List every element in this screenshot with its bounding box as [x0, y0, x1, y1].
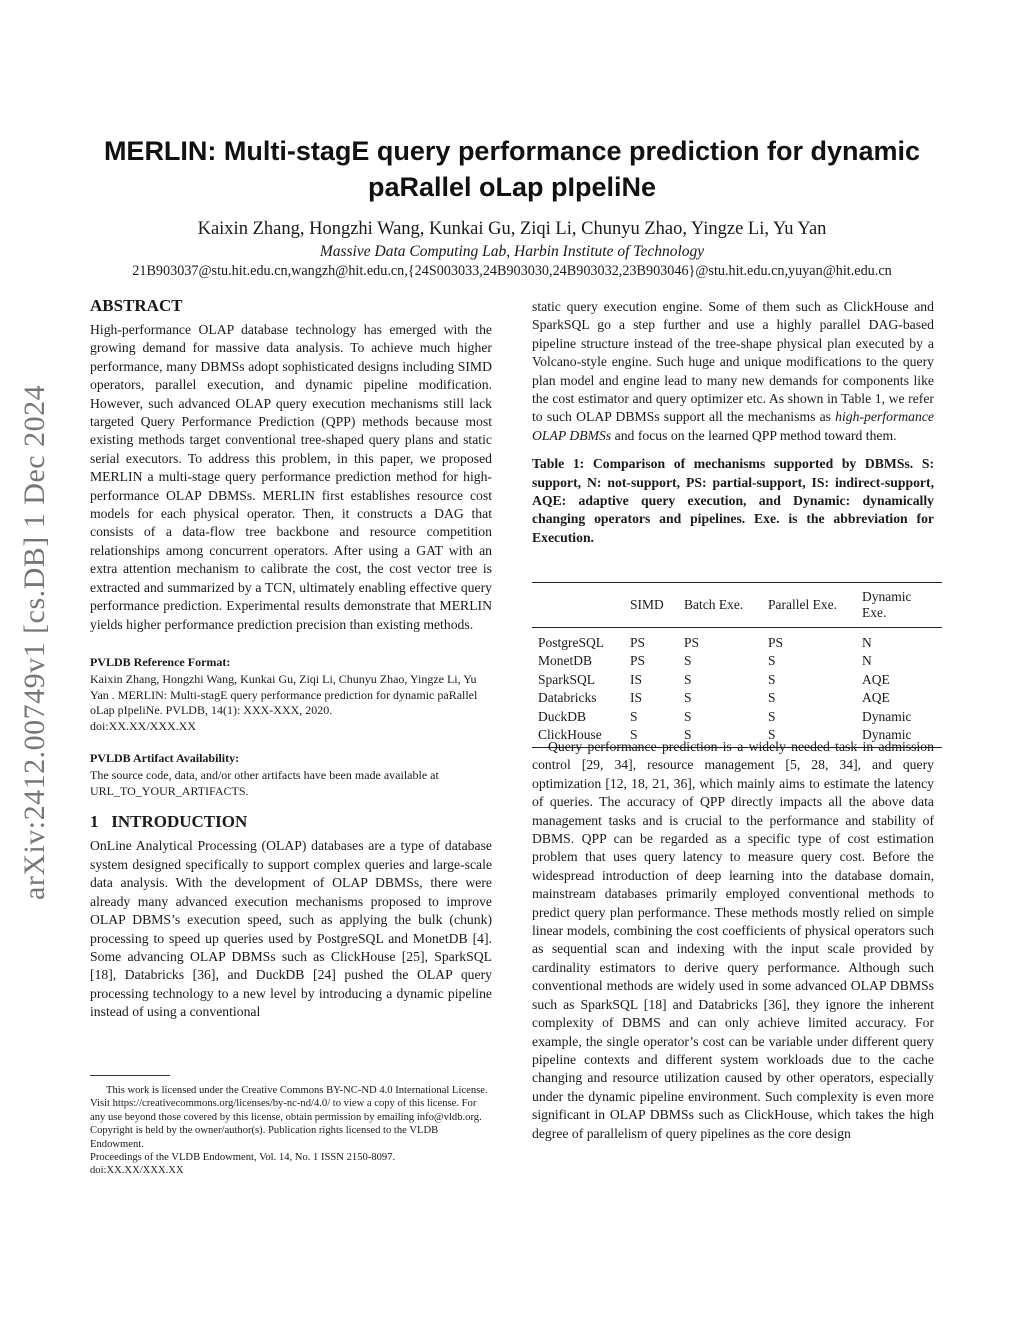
table-cell: S	[624, 726, 678, 748]
right-text-a: static query execution engine. Some of them such as ClickHouse and SparkSQL go a step further and use a highly parallel DAG-based pipeline structure instead of the tree-shape physical plan executed by a Volcano-style engine. Such huge and unique modifications to the query plan model and engine lead to many new demands for components like the cost estimator and query optimizer etc. As shown in Table 1, we refer to such OLAP DBMSs support all the mechanisms as	[532, 299, 934, 425]
table-row	[532, 708, 942, 726]
table-cell: MonetDB	[538, 653, 592, 669]
right-intro-continued	[532, 298, 934, 445]
author-emails: 21B903037@stu.hit.edu.cn,wangzh@hit.edu.cn,{24S003033,24B903030,24B903032,23B903046}@stu.hit.edu.cn,yuyan@hit.edu.cn	[132, 263, 892, 279]
footnote-divider	[90, 1075, 170, 1076]
table-cell: S	[678, 726, 762, 748]
table-cell: IS	[630, 690, 643, 706]
table-cell: IS	[630, 671, 643, 687]
table-cell: S	[768, 653, 776, 669]
table-1	[532, 582, 942, 748]
table-cell: Dynamic	[862, 708, 912, 724]
table-cell: S	[684, 653, 692, 669]
table-row	[532, 689, 942, 707]
right-text-emphasis: high-performance OLAP DBMSs	[532, 409, 934, 443]
proceedings-text: Proceedings of the VLDB Endowment, Vol. 14, No. 1 ISSN 2150-8097.	[90, 1152, 396, 1164]
table-cell: PS	[768, 635, 784, 650]
table-cell: AQE	[862, 671, 890, 687]
title-line-1: MERLIN: Multi-stagE query performance prediction for dynamic	[103, 136, 921, 166]
table-cell: DuckDB	[538, 708, 586, 724]
introduction-text: OnLine Analytical Processing (OLAP) databases are a type of database system designed specifically to support complex queries and large-scale data analysis. With the development of OLAP DBMSs, there were already many advanced execution mechanisms proposed to improve OLAP DBMS’s execution speed, such as applying the bulk (chunk) processing to speed up queries used by PostgreSQL and MonetDB [4]. Some advancing OLAP DBMSs such as ClickHouse [25], SparkSQL [18], Databricks [36], and DuckDB [24] pushed the OLAP query processing technology to a new level by introducing a dynamic pipeline instead of using a conventional	[90, 838, 492, 1020]
right-column	[532, 298, 934, 547]
right-text-b: and focus on the learned QPP method toward them.	[614, 427, 897, 443]
table-cell: AQE	[862, 690, 890, 706]
left-column	[90, 295, 492, 1022]
table-header-cell	[532, 583, 624, 628]
table-row	[532, 671, 942, 689]
comparison-table	[532, 582, 942, 748]
table-cell: PS	[630, 635, 646, 650]
author-list: Kaixin Zhang, Hongzhi Wang, Kunkai Gu, Ziqi Li, Chunyu Zhao, Yingze Li, Yu Yan	[197, 219, 827, 239]
table-cell: S	[768, 671, 776, 687]
table-cell: SparkSQL	[538, 671, 595, 687]
license-footnote	[90, 1075, 492, 1178]
table-cell: Dynamic	[856, 726, 942, 748]
right-column-lower	[532, 738, 934, 1143]
introduction-heading: 1 INTRODUCTION	[90, 812, 248, 832]
reference-format-heading: PVLDB Reference Format:	[90, 654, 231, 669]
footnote-doi: doi:XX.XX/XXX.XX	[90, 1165, 184, 1177]
table-cell: S	[684, 671, 692, 687]
table-cell: PostgreSQL	[538, 635, 605, 650]
abstract-heading: ABSTRACT	[90, 296, 183, 315]
table-caption: Table 1: Comparison of mechanisms supported by DBMSs. S: support, N: not-support, PS: partial-support, IS: indirect-support, AQE: adaptive query execution, and Dynamic: dynamically changing operators and pipelines. Exe. is the abbreviation for Execution.	[532, 456, 934, 545]
table-cell: PS	[630, 653, 646, 669]
table-row	[532, 652, 942, 670]
paper-title	[60, 133, 964, 205]
table-cell: S	[768, 708, 776, 724]
table-cell: S	[630, 708, 638, 724]
table-header-cell: SIMD	[624, 583, 678, 628]
qpp-paragraph: Query performance prediction is a widely needed task in admission control [29, 34], resource management [5, 28, 34], and query optimization [12, 18, 21, 36], which mainly aims to estimate the latency of queries. The accuracy of QPP directly impacts all the above data management tasks and is crucial to the performance and stability of DBMS. QPP can be regarded as a specific type of cost estimation problem that uses query latency to measure query cost. Before the widespread introduction of deep learning into the database domain, mainstream databases primarily employed conventional methods to predict query plan performance. These methods mostly relied on simple linear models, combining the cost coefficients of physical operators such as sequential scan and indexing with the input scale provided by cardinality estimators to derive query performance. Although such conventional methods are widely used in some advanced OLAP DBMSs such as SparkSQL [18] and Databricks [36], they ignore the inherent complexity of DBMS and can only achieve limited accuracy. For example, the single operator’s cost can be variable under different query pipeline contexts and different system workloads due to the cache changing and resource utilization caused by other operators, especially under the dynamic pipeline environment. Such complexity is even more significant in OLAP DBMSs such as ClickHouse, which takes the high degree of parallelism of query pipelines as the core design	[532, 739, 934, 1141]
table-header-cell: Dynamic Exe.	[856, 583, 942, 628]
arxiv-identifier: arXiv:2412.00749v1 [cs.DB] 1 Dec 2024	[18, 384, 51, 900]
title-line-2: paRallel oLap pIpeliNe	[367, 172, 657, 202]
table-cell: N	[862, 653, 872, 669]
table-cell: S	[684, 690, 692, 706]
table-cell: S	[768, 690, 776, 706]
artifact-heading: PVLDB Artifact Availability:	[90, 751, 240, 766]
abstract-text: High-performance OLAP database technology has emerged with the growing demand for massive data analysis. To achieve much higher performance, many DBMSs adopt sophisticated designs including SIMD operators, parallel execution, and dynamic pipeline modification. However, such advanced OLAP query execution mechanisms still lack targeted Query Performance Prediction (QPP) methods because most existing methods target conventional tree-shaped query plans and static serial executors. To address this problem, in this paper, we proposed MERLIN a multi-stage query performance prediction method for high-performance OLAP DBMSs. MERLIN first establishes resource cost models for each physical operator. Then, it constructs a DAG that consists of a data-flow tree backbone and resource competition relationships among concurrent operators. After using a GAT with an extra attention mechanism to calibrate the cost, the cost vector tree is extracted and summarized by a TCN, ultimately enabling effective query performance prediction. Experimental results demonstrate that MERLIN yields higher performance prediction precision than existing methods.	[90, 322, 492, 632]
reference-format-doi: doi:XX.XX/XXX.XX	[90, 718, 196, 733]
table-row	[532, 628, 942, 653]
artifact-text: The source code, data, and/or other artifacts have been made available at URL_TO_YOUR_ARTIFACTS.	[90, 768, 439, 798]
affiliation: Massive Data Computing Lab, Harbin Institute of Technology	[319, 243, 705, 260]
reference-format-text: Kaixin Zhang, Hongzhi Wang, Kunkai Gu, Ziqi Li, Chunyu Zhao, Yingze Li, Yu Yan . MERLIN: Multi-stagE query performance prediction for dynamic paRallel oLap pIpeliNe. PVLDB, 14(1): XXX-XXX, 2020.	[90, 671, 478, 718]
table-cell: ClickHouse	[532, 726, 624, 748]
license-text: This work is licensed under the Creative Commons BY-NC-ND 4.0 International License. Visit https://creativecommons.org/licenses/by-nc-nd/4.0/ to view a copy of this license. For any use beyond those covered by this license, obtain permission by emailing info@vldb.org. Copyright is held by the owner/author(s). Publication rights licensed to the VLDB Endowment.	[90, 1085, 488, 1150]
table-header-row	[532, 583, 942, 628]
table-cell: S	[762, 726, 856, 748]
table-header-cell: Parallel Exe.	[762, 583, 856, 628]
table-cell: S	[684, 708, 692, 724]
table-cell: Databricks	[538, 690, 597, 706]
table-cell: N	[862, 635, 872, 650]
table-cell: PS	[684, 635, 700, 650]
table-header-cell: Batch Exe.	[678, 583, 762, 628]
